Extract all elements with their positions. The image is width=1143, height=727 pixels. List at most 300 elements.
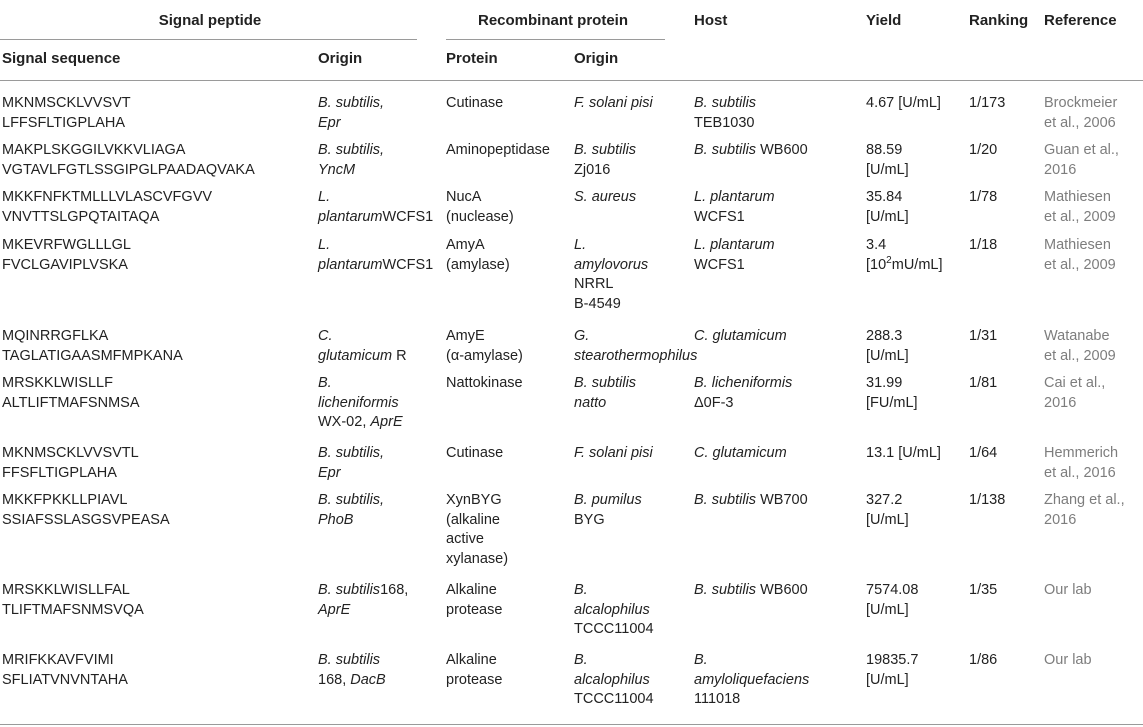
cell-text: VGTAVLFGTLSSGIPGLPAADAQVAKA (2, 161, 255, 178)
cell-line (446, 347, 523, 367)
cell-text: NucA (446, 189, 482, 205)
cell-protein (446, 327, 523, 366)
cell-line (318, 651, 386, 671)
cell-line: 1/86 (969, 652, 998, 668)
cell-signal-sequence (2, 374, 140, 413)
cell-protein (446, 444, 503, 464)
cell-text: F. solani pisi (574, 95, 653, 111)
cell-line (2, 511, 170, 531)
cell-line (2, 161, 255, 181)
cell-text: B. subtilis, (318, 445, 385, 461)
cell-ranking (969, 581, 997, 601)
cell-text: WX-02, (318, 414, 371, 430)
cell-line (1044, 188, 1116, 208)
cell-line (446, 444, 503, 464)
cell-line (446, 327, 523, 347)
cell-origin (318, 236, 433, 275)
cell-line (446, 236, 510, 256)
header-host: Host (694, 12, 728, 29)
cell-text: AmyA (446, 237, 485, 253)
header-signal-sequence: Signal sequence (2, 50, 121, 67)
cell-signal-sequence (2, 236, 131, 275)
cell-line (446, 374, 523, 394)
cell-line (318, 236, 433, 256)
cell-text: B. (574, 582, 588, 598)
cell-line (2, 141, 255, 161)
cell-origin (318, 374, 403, 433)
group-header-recombinant-protein: Recombinant protein (477, 12, 628, 29)
cell-reference (1044, 188, 1116, 227)
cell-line (866, 327, 909, 347)
cell-text: 327.2 (866, 492, 903, 508)
cell-line (446, 491, 508, 511)
cell-line (1044, 114, 1117, 134)
cell-line (2, 94, 131, 114)
cell-text: Nattokinase (446, 375, 523, 391)
cell-text: NRRL (574, 276, 614, 292)
cell-line (2, 394, 140, 414)
cell-text: alcalophilus (574, 671, 650, 688)
cell-line (446, 511, 508, 531)
cell-text: natto (574, 394, 607, 411)
cell-text: L. (318, 237, 331, 253)
cell-line (2, 651, 128, 671)
cell-text: Brockmeier (1044, 95, 1118, 111)
cell-text: B. subtilis (574, 142, 637, 158)
cell-line (2, 374, 140, 394)
cell-host (694, 491, 808, 511)
cell-line: 1/31 (969, 328, 998, 344)
cell-host (694, 651, 809, 710)
cell-text: Alkaline (446, 582, 497, 598)
cell-text: licheniformis (318, 394, 399, 411)
cell-reference (1044, 327, 1116, 366)
cell-line (446, 208, 514, 228)
cell-line (574, 347, 697, 367)
cell-text: ALTLIFTMAFSNMSA (2, 394, 140, 411)
cell-signal-sequence (2, 188, 212, 227)
cell-line (2, 464, 139, 484)
cell-text: L. (318, 189, 331, 205)
cell-ranking (969, 188, 997, 208)
cell-text: FFSFLTIGPLAHA (2, 464, 117, 481)
cell-line (446, 530, 508, 550)
cell-line (694, 690, 809, 710)
cell-yield (866, 188, 909, 227)
cell-line (318, 394, 403, 414)
cell-line (694, 651, 809, 671)
cell-text: Cutinase (446, 95, 504, 111)
cell-text: B. subtilis (694, 142, 757, 158)
cell-line (2, 601, 144, 621)
cell-line (866, 511, 909, 531)
cell-line (1044, 208, 1116, 228)
cell-ranking (969, 444, 997, 464)
cell-line (1044, 511, 1125, 531)
cell-line (318, 327, 407, 347)
cell-text: 2016 (1044, 161, 1077, 178)
cell-text: 7574.08 (866, 582, 919, 598)
cell-text: TEB1030 (694, 114, 755, 131)
cell-origin (318, 581, 408, 620)
cell-text: Epr (318, 464, 341, 481)
cell-protein-origin (574, 651, 654, 710)
cell-line (574, 374, 636, 394)
cell-line (574, 275, 648, 295)
header-protein: Protein (446, 50, 498, 67)
cell-line: 1/35 (969, 582, 998, 598)
cell-line (694, 94, 756, 114)
cell-text: et al., 2009 (1044, 256, 1116, 273)
cell-line (866, 188, 909, 208)
cell-line (318, 581, 408, 601)
cell-protein (446, 141, 550, 161)
cell-line (2, 491, 170, 511)
cell-line (1044, 491, 1125, 511)
cell-line (2, 256, 131, 276)
cell-text: xylanase) (446, 550, 509, 567)
cell-text: Our lab (1044, 582, 1092, 598)
cell-yield (866, 141, 909, 180)
cell-line (574, 295, 648, 315)
cell-reference (1044, 374, 1105, 413)
cell-line (318, 94, 384, 114)
cell-protein (446, 651, 502, 690)
cell-line (574, 671, 654, 691)
cell-line (694, 491, 808, 511)
group-header-signal-peptide: Signal peptide (158, 12, 262, 29)
cell-text: active (446, 531, 484, 547)
cell-yield (866, 327, 909, 366)
cell-text: B. (694, 652, 708, 668)
cell-text: 4.67 [U/mL] (866, 95, 941, 111)
cell-signal-sequence (2, 327, 183, 366)
cell-text: B. subtilis (694, 95, 757, 111)
cell-line (1044, 256, 1116, 276)
cell-host (694, 581, 808, 601)
cell-line (574, 141, 636, 161)
cell-text: Zhang et al., (1044, 492, 1125, 508)
cell-line: 1/64 (969, 445, 998, 461)
cell-text: MRIFKKAVFVIMI (2, 652, 114, 668)
cell-text: S. aureus (574, 189, 637, 205)
cell-yield (866, 581, 918, 620)
cell-text: Mathiesen (1044, 237, 1111, 253)
cell-reference (1044, 651, 1092, 671)
cell-line (2, 671, 128, 691)
cell-text: G. (574, 328, 590, 344)
cell-line (1044, 374, 1105, 394)
cell-line (694, 444, 787, 464)
cell-origin (318, 94, 384, 133)
cell-line (866, 141, 909, 161)
cell-line (446, 256, 510, 276)
cell-line (694, 327, 787, 347)
cell-protein-origin (574, 491, 642, 530)
cell-line (1044, 651, 1092, 671)
cell-text: protease (446, 601, 503, 618)
header-bottom-rule (0, 80, 1143, 81)
cell-text: 2016 (1044, 511, 1077, 528)
cell-text: [U/mL] (866, 208, 909, 225)
cell-text: [U/mL] (866, 671, 909, 688)
cell-line (866, 236, 942, 256)
cell-line (574, 651, 654, 671)
cell-host (694, 327, 787, 347)
cell-ranking (969, 236, 997, 256)
cell-line (866, 256, 942, 276)
cell-text: B. (318, 375, 332, 391)
cell-line: 1/173 (969, 95, 1006, 111)
cell-host (694, 444, 787, 464)
cell-ranking (969, 327, 997, 347)
cell-line (574, 444, 653, 464)
cell-reference (1044, 94, 1117, 133)
cell-text: 168, (380, 582, 409, 598)
cell-text: B. subtilis (318, 652, 381, 668)
cell-text: alcalophilus (574, 601, 650, 618)
cell-origin (318, 327, 407, 366)
cell-text: (amylase) (446, 256, 510, 273)
cell-line (694, 208, 775, 228)
cell-host (694, 374, 792, 413)
cell-reference (1044, 491, 1125, 530)
cell-text: Hemmerich (1044, 445, 1119, 461)
cell-text: MAKPLSKGGILVKKVLIAGA (2, 142, 186, 158)
cell-text: WCFS1 (694, 256, 745, 273)
cell-line: 1/18 (969, 237, 998, 253)
cell-text: B. subtilis (318, 582, 381, 598)
cell-host (694, 141, 808, 161)
cell-line (446, 581, 502, 601)
cell-line (574, 620, 654, 640)
cell-line (574, 236, 648, 256)
cell-line (1044, 327, 1116, 347)
cell-text: et al., 2006 (1044, 114, 1116, 131)
cell-text: TLIFTMAFSNMSVQA (2, 601, 144, 618)
cell-line (318, 491, 384, 511)
cell-line (446, 550, 508, 570)
cell-line (574, 690, 654, 710)
cell-signal-sequence (2, 444, 139, 483)
cell-line (318, 161, 384, 181)
cell-line (866, 601, 918, 621)
header-reference: Reference (1044, 12, 1117, 29)
cell-line (866, 651, 918, 671)
cell-line (2, 188, 212, 208)
cell-text: AmyE (446, 328, 485, 344)
cell-line (866, 347, 909, 367)
cell-text: MKEVRFWGLLLGL (2, 237, 131, 253)
cell-text: et al., 2016 (1044, 464, 1116, 481)
cell-line (866, 444, 941, 464)
cell-line (318, 114, 384, 134)
cell-text: C. glutamicum (694, 328, 787, 344)
cell-text: Cutinase (446, 445, 504, 461)
cell-text: C. glutamicum (694, 445, 787, 461)
cell-protein-origin (574, 374, 636, 413)
cell-text: MKNMSCKLVVSVTL (2, 445, 139, 461)
cell-text: [U/mL] (866, 511, 909, 528)
cell-origin (318, 491, 384, 530)
table-bottom-rule (0, 724, 1143, 725)
cell-text-italic: AprE (370, 414, 403, 430)
cell-line (318, 444, 384, 464)
cell-text: L. (574, 237, 587, 253)
cell-text: Aminopeptidase (446, 142, 550, 158)
group-rule-signal-peptide (0, 39, 417, 40)
cell-text: TCCC11004 (574, 621, 654, 637)
cell-text: plantarum (318, 256, 383, 273)
cell-ranking (969, 374, 997, 394)
cell-line (866, 208, 909, 228)
cell-text: amylovorus (574, 256, 649, 273)
cell-text: WCFS1 (382, 208, 434, 225)
cell-protein (446, 94, 503, 114)
cell-signal-sequence (2, 141, 255, 180)
cell-text: MQINRRGFLKA (2, 328, 109, 344)
cell-reference (1044, 581, 1092, 601)
cell-text: TAGLATIGAASMFMPKANA (2, 347, 183, 364)
cell-text: [10 (866, 256, 887, 273)
cell-yield (866, 94, 941, 114)
cell-line (866, 94, 941, 114)
cell-yield (866, 491, 909, 530)
cell-text: amyloliquefaciens (694, 671, 810, 688)
cell-line (574, 161, 636, 181)
cell-line (2, 444, 139, 464)
cell-protein-origin (574, 444, 653, 464)
cell-host (694, 94, 756, 133)
cell-line (318, 347, 407, 367)
cell-text: Epr (318, 114, 341, 131)
cell-text: Guan et al., (1044, 142, 1119, 158)
cell-line (2, 581, 144, 601)
cell-text: 288.3 (866, 328, 903, 344)
cell-text: L. plantarum (694, 237, 775, 253)
cell-line (866, 491, 909, 511)
cell-text: XynBYG (446, 492, 502, 508)
cell-line (866, 671, 918, 691)
cell-line (446, 188, 514, 208)
cell-line (694, 141, 808, 161)
cell-line (574, 581, 654, 601)
cell-protein (446, 374, 523, 394)
cell-ranking (969, 94, 1005, 114)
cell-line (318, 511, 384, 531)
cell-line (318, 141, 384, 161)
cell-reference (1044, 236, 1116, 275)
cell-line: 1/20 (969, 142, 998, 158)
cell-line: 1/78 (969, 189, 998, 205)
cell-line (1044, 94, 1117, 114)
cell-text: mU/mL] (891, 256, 943, 273)
cell-text: Cai et al., (1044, 375, 1106, 391)
cell-protein-origin (574, 581, 654, 640)
cell-text: et al., 2009 (1044, 347, 1116, 364)
cell-text: B-4549 (574, 295, 621, 312)
cell-text: 168, (318, 671, 351, 688)
cell-text: glutamicum (318, 347, 393, 364)
cell-text: L. plantarum (694, 189, 775, 205)
cell-text: 3.4 (866, 237, 887, 253)
header-origin: Origin (318, 50, 363, 67)
cell-line (2, 327, 183, 347)
cell-line (866, 374, 918, 394)
cell-text: MKNMSCKLVVSVT (2, 95, 131, 111)
cell-text: plantarum (318, 208, 383, 225)
cell-line (574, 511, 642, 531)
cell-line (2, 236, 131, 256)
cell-line (694, 188, 775, 208)
cell-line (866, 581, 918, 601)
cell-text: Our lab (1044, 652, 1092, 668)
cell-text: F. solani pisi (574, 445, 653, 461)
cell-line (2, 208, 212, 228)
cell-text-italic: DacB (350, 671, 386, 688)
cell-text: SSIAFSSLASGSVPEASA (2, 511, 170, 528)
cell-origin (318, 651, 386, 690)
cell-line (1044, 464, 1118, 484)
cell-line (318, 413, 403, 433)
cell-line (574, 394, 636, 414)
cell-yield (866, 236, 942, 275)
cell-text: (α-amylase) (446, 347, 523, 364)
cell-text: B. subtilis, (318, 95, 385, 111)
cell-line (446, 671, 502, 691)
cell-line (318, 188, 433, 208)
cell-text: Mathiesen (1044, 189, 1111, 205)
cell-line (866, 394, 918, 414)
cell-line (318, 671, 386, 691)
cell-text: (alkaline (446, 511, 500, 528)
cell-protein-origin (574, 236, 648, 314)
cell-line: 1/138 (969, 492, 1006, 508)
cell-text: C. (318, 328, 333, 344)
header-yield: Yield (866, 12, 902, 29)
cell-text: WB700 (756, 492, 808, 508)
cell-text: WCFS1 (382, 256, 434, 273)
cell-signal-sequence (2, 651, 128, 690)
cell-line (446, 141, 550, 161)
cell-text: BYG (574, 511, 605, 528)
cell-line (446, 94, 503, 114)
cell-yield (866, 444, 941, 464)
cell-protein-origin (574, 141, 636, 180)
cell-line (1044, 444, 1118, 464)
cell-line (2, 114, 131, 134)
cell-text: (nuclease) (446, 208, 514, 225)
cell-text: PhoB (318, 511, 354, 528)
cell-text: protease (446, 671, 503, 688)
cell-text: MRSKKLWISLLFAL (2, 582, 130, 598)
cell-text: B. subtilis (694, 582, 757, 598)
cell-line (1044, 581, 1092, 601)
cell-protein (446, 236, 510, 275)
cell-signal-sequence (2, 581, 144, 620)
cell-text: VNVTTSLGPQTAITAQA (2, 208, 160, 225)
cell-line (318, 256, 433, 276)
cell-text: WB600 (756, 582, 808, 598)
cell-text: WB600 (756, 142, 808, 158)
cell-ranking (969, 491, 1005, 511)
cell-line (446, 601, 502, 621)
cell-protein (446, 188, 514, 227)
cell-text: 31.99 (866, 375, 903, 391)
cell-line (694, 671, 809, 691)
cell-line (2, 347, 183, 367)
cell-line (1044, 141, 1119, 161)
